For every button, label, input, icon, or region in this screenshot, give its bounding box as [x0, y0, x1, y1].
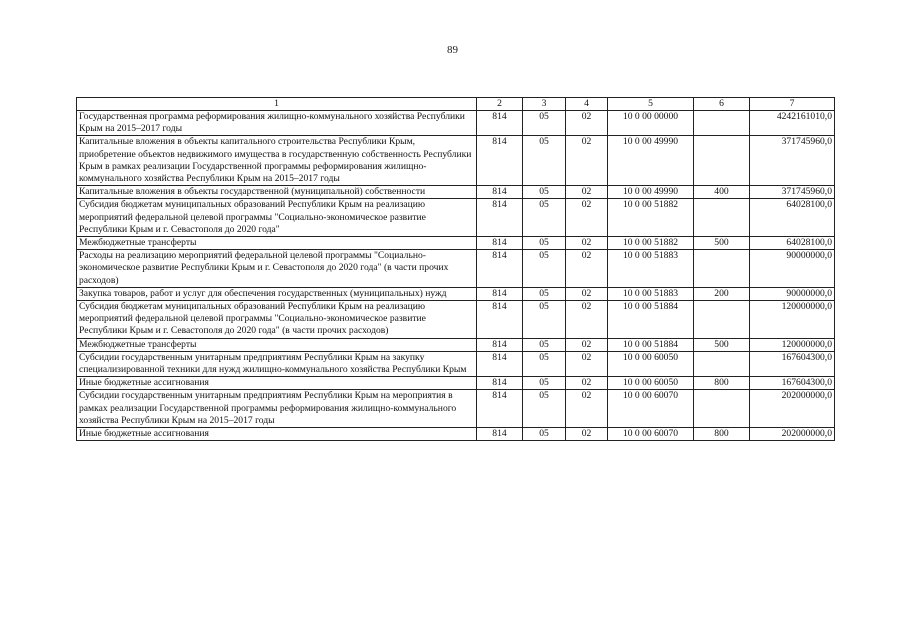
row-subsection: 02 [566, 351, 608, 376]
table-row [77, 377, 835, 390]
row-section: 05 [523, 351, 566, 376]
row-amount: 167604300,0 [750, 377, 835, 390]
row-grbs: 814 [477, 237, 523, 250]
row-subsection: 02 [566, 199, 608, 237]
row-amount: 90000000,0 [750, 250, 835, 288]
row-subsection: 02 [566, 111, 608, 136]
row-grbs: 814 [477, 199, 523, 237]
row-description: Иные бюджетные ассигнования [77, 428, 477, 441]
row-subsection: 02 [566, 237, 608, 250]
row-target-article: 10 0 00 49990 [608, 136, 694, 186]
row-section: 05 [523, 287, 566, 300]
table-row [77, 390, 835, 428]
row-subsection: 02 [566, 390, 608, 428]
row-target-article: 10 0 00 60050 [608, 377, 694, 390]
row-subsection: 02 [566, 287, 608, 300]
row-expense-type [694, 390, 750, 428]
row-amount: 64028100,0 [750, 237, 835, 250]
row-grbs: 814 [477, 301, 523, 339]
column-header-grbs: 2 [477, 98, 523, 111]
row-target-article: 10 0 00 51883 [608, 287, 694, 300]
row-expense-type: 800 [694, 377, 750, 390]
row-amount: 371745960,0 [750, 186, 835, 199]
row-description: Субсидии государственным унитарным предприятиям Республики Крым на закупку специализированной техники для нужд жилищно-коммунального хозяйства Республики Крым [77, 351, 477, 376]
row-section: 05 [523, 390, 566, 428]
table-row [77, 186, 835, 199]
table-row [77, 338, 835, 351]
row-grbs: 814 [477, 136, 523, 186]
row-description: Капитальные вложения в объекты капитального строительства Республики Крым, приобретение объектов недвижимого имущества в государственную собственность Республики Крым в рамках реализации Государственной программы реформирования жилищно-коммунального хозяйства Республики Крым на 2015–2017 годы [77, 136, 477, 186]
row-description: Иные бюджетные ассигнования [77, 377, 477, 390]
row-expense-type [694, 136, 750, 186]
row-description: Межбюджетные трансферты [77, 237, 477, 250]
column-header-amount: 7 [750, 98, 835, 111]
row-section: 05 [523, 199, 566, 237]
table-row [77, 199, 835, 237]
row-description: Капитальные вложения в объекты государственной (муниципальной) собственности [77, 186, 477, 199]
row-target-article: 10 0 00 60050 [608, 351, 694, 376]
row-expense-type [694, 301, 750, 339]
row-grbs: 814 [477, 377, 523, 390]
row-expense-type: 800 [694, 428, 750, 441]
row-section: 05 [523, 111, 566, 136]
column-header-description: 1 [77, 98, 477, 111]
table-row [77, 136, 835, 186]
row-expense-type [694, 351, 750, 376]
row-expense-type: 200 [694, 287, 750, 300]
row-grbs: 814 [477, 390, 523, 428]
row-expense-type: 500 [694, 237, 750, 250]
row-subsection: 02 [566, 250, 608, 288]
row-grbs: 814 [477, 338, 523, 351]
column-header-section: 3 [523, 98, 566, 111]
row-description: Расходы на реализацию мероприятий федеральной целевой программы "Социально-экономическое развитие Республики Крым и г. Севастополя до 2020 года" (в части прочих расходов) [77, 250, 477, 288]
row-description: Субсидия бюджетам муниципальных образований Республики Крым на реализацию мероприятий федеральной целевой программы "Социально-экономическое развитие Республики Крым и г. Севастополя до 2020 года" [77, 199, 477, 237]
column-header-target-article: 5 [608, 98, 694, 111]
budget-table [76, 97, 835, 441]
row-description: Закупка товаров, работ и услуг для обеспечения государственных (муниципальных) нужд [77, 287, 477, 300]
page-number: 89 [447, 44, 458, 56]
row-amount: 371745960,0 [750, 136, 835, 186]
row-target-article: 10 0 00 00000 [608, 111, 694, 136]
table-row [77, 351, 835, 376]
row-subsection: 02 [566, 186, 608, 199]
row-subsection: 02 [566, 136, 608, 186]
row-target-article: 10 0 00 51884 [608, 338, 694, 351]
row-amount: 202000000,0 [750, 390, 835, 428]
row-subsection: 02 [566, 338, 608, 351]
row-description: Государственная программа реформирования жилищно-коммунального хозяйства Республики Крым на 2015–2017 годы [77, 111, 477, 136]
row-expense-type: 500 [694, 338, 750, 351]
row-grbs: 814 [477, 186, 523, 199]
table-row [77, 287, 835, 300]
column-header-subsection: 4 [566, 98, 608, 111]
table-header-row [77, 98, 835, 111]
row-subsection: 02 [566, 377, 608, 390]
row-target-article: 10 0 00 60070 [608, 428, 694, 441]
row-target-article: 10 0 00 51882 [608, 199, 694, 237]
column-header-expense-type: 6 [694, 98, 750, 111]
row-expense-type [694, 250, 750, 288]
row-amount: 202000000,0 [750, 428, 835, 441]
row-amount: 167604300,0 [750, 351, 835, 376]
row-amount: 120000000,0 [750, 301, 835, 339]
row-grbs: 814 [477, 351, 523, 376]
row-target-article: 10 0 00 51883 [608, 250, 694, 288]
table-row [77, 237, 835, 250]
row-description: Субсидии государственным унитарным предприятиям Республики Крым на мероприятия в рамках реализации Государственной программы реформирования жилищно-коммунального хозяйства Республики Крым на 2015–2017 годы [77, 390, 477, 428]
row-section: 05 [523, 237, 566, 250]
row-section: 05 [523, 377, 566, 390]
row-section: 05 [523, 338, 566, 351]
table-row [77, 250, 835, 288]
row-grbs: 814 [477, 287, 523, 300]
row-amount: 64028100,0 [750, 199, 835, 237]
row-section: 05 [523, 186, 566, 199]
row-subsection: 02 [566, 301, 608, 339]
row-amount: 120000000,0 [750, 338, 835, 351]
row-target-article: 10 0 00 60070 [608, 390, 694, 428]
row-expense-type [694, 199, 750, 237]
row-section: 05 [523, 428, 566, 441]
table-row [77, 428, 835, 441]
row-grbs: 814 [477, 250, 523, 288]
row-subsection: 02 [566, 428, 608, 441]
table-row [77, 111, 835, 136]
row-description: Субсидия бюджетам муниципальных образований Республики Крым на реализацию мероприятий федеральной целевой программы "Социально-экономическое развитие Республики Крым и г. Севастополя до 2020 года" (в части прочих расходов) [77, 301, 477, 339]
row-amount: 4242161010,0 [750, 111, 835, 136]
row-expense-type: 400 [694, 186, 750, 199]
row-target-article: 10 0 00 51882 [608, 237, 694, 250]
row-grbs: 814 [477, 111, 523, 136]
row-section: 05 [523, 250, 566, 288]
row-section: 05 [523, 301, 566, 339]
row-grbs: 814 [477, 428, 523, 441]
row-expense-type [694, 111, 750, 136]
table-row [77, 301, 835, 339]
row-description: Межбюджетные трансферты [77, 338, 477, 351]
row-target-article: 10 0 00 49990 [608, 186, 694, 199]
row-section: 05 [523, 136, 566, 186]
row-amount: 90000000,0 [750, 287, 835, 300]
row-target-article: 10 0 00 51884 [608, 301, 694, 339]
